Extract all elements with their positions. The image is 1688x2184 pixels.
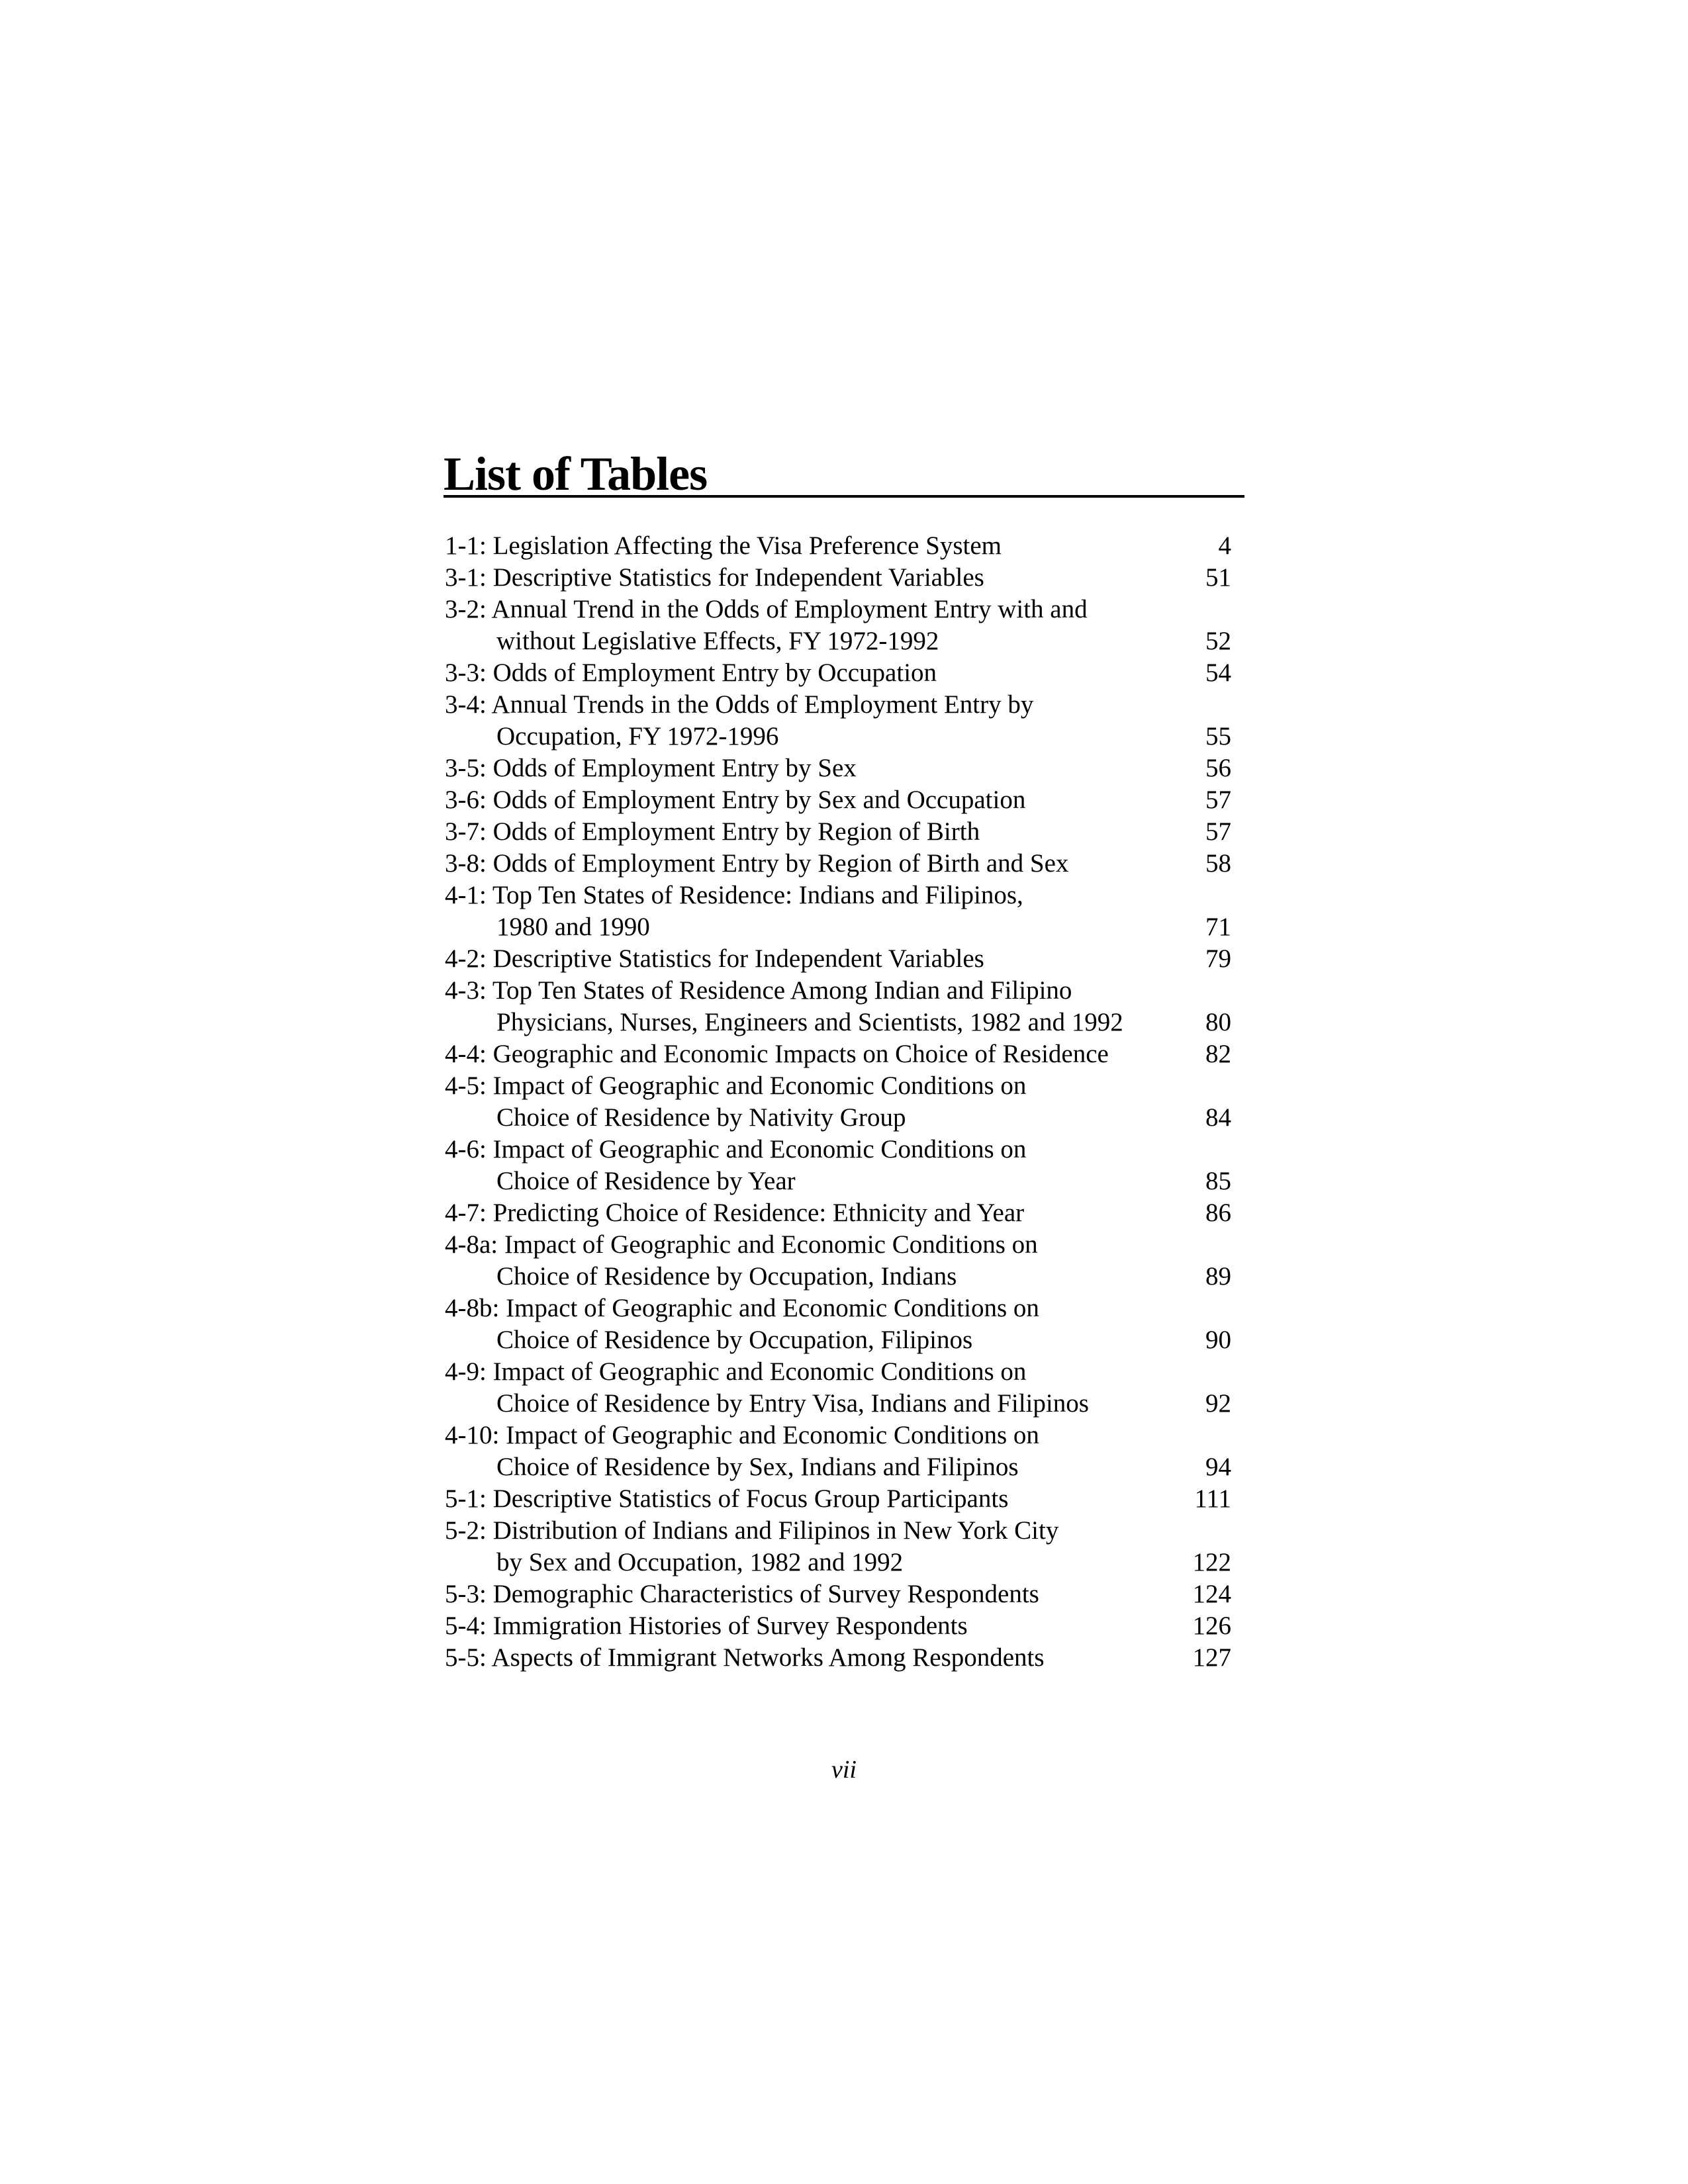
table-entry[interactable] — [445, 1483, 1239, 1515]
table-entry[interactable] — [445, 1197, 1239, 1229]
table-entry-title-line: 5-3: Demographic Characteristics of Survey Respondents — [445, 1580, 1039, 1608]
table-entry-title — [445, 1197, 1139, 1229]
table-entry-title-continuation: by Sex and Occupation, 1982 and 1992 — [496, 1548, 904, 1576]
table-entry-title — [445, 657, 1139, 689]
table-entry-title-line: 5-2: Distribution of Indians and Filipinos in New York City — [445, 1516, 1059, 1545]
table-entry-title — [445, 1293, 1139, 1356]
table-entry-title-line: 3-7: Odds of Employment Entry by Region of Birth — [445, 817, 980, 846]
table-entry[interactable] — [445, 752, 1239, 784]
table-entry-page-number: 51 — [1205, 563, 1231, 592]
table-entry-title-line: 4-5: Impact of Geographic and Economic Conditions on — [445, 1071, 1027, 1100]
table-entry[interactable] — [445, 943, 1239, 975]
table-entry-page-number: 94 — [1205, 1453, 1231, 1481]
table-entry-title-line: 4-4: Geographic and Economic Impacts on Choice of Residence — [445, 1040, 1109, 1068]
table-entry-title-line: 3-2: Annual Trend in the Odds of Employment Entry with and — [445, 595, 1088, 623]
table-entry-title-line: 3-1: Descriptive Statistics for Independent Variables — [445, 563, 984, 592]
table-entry[interactable] — [445, 975, 1239, 1038]
table-entry-title-line: 1-1: Legislation Affecting the Visa Preference System — [445, 531, 1002, 560]
page-number: vii — [831, 1756, 857, 1784]
table-entry[interactable] — [445, 816, 1239, 848]
table-entry-title — [445, 1642, 1139, 1674]
table-entry-page-number: 71 — [1205, 913, 1231, 941]
table-entry[interactable] — [445, 562, 1239, 594]
table-entry-page-number: 54 — [1205, 659, 1231, 687]
table-entry[interactable] — [445, 1578, 1239, 1610]
table-entry[interactable] — [445, 1356, 1239, 1420]
table-entry-title-continuation: Choice of Residence by Entry Visa, Indians and Filipinos — [496, 1389, 1089, 1418]
table-list — [445, 530, 1239, 1674]
table-entry[interactable] — [445, 880, 1239, 943]
table-entry-page-number: 127 — [1192, 1643, 1231, 1672]
table-entry-title — [445, 1515, 1139, 1578]
table-entry[interactable] — [445, 530, 1239, 562]
table-entry[interactable] — [445, 1134, 1239, 1197]
table-entry-title-line: 4-8a: Impact of Geographic and Economic Conditions on — [445, 1230, 1038, 1259]
table-entry-title-line: 4-7: Predicting Choice of Residence: Ethnicity and Year — [445, 1199, 1025, 1227]
table-entry-page-number: 4 — [1218, 531, 1231, 560]
table-entry-page-number: 80 — [1205, 1008, 1231, 1036]
table-entry[interactable] — [445, 594, 1239, 657]
table-entry-title — [445, 752, 1139, 784]
table-entry-title — [445, 880, 1139, 943]
table-entry-title-line: 5-1: Descriptive Statistics of Focus Group Participants — [445, 1484, 1009, 1513]
table-entry[interactable] — [445, 689, 1239, 752]
table-entry-page-number: 89 — [1205, 1262, 1231, 1291]
table-entry-page-number: 52 — [1205, 627, 1231, 655]
table-entry-page-number: 90 — [1205, 1326, 1231, 1354]
table-entry-page-number: 84 — [1205, 1103, 1231, 1132]
table-entry-title — [445, 530, 1139, 562]
table-entry-title — [445, 689, 1139, 752]
table-entry-title-line: 5-5: Aspects of Immigrant Networks Among Respondents — [445, 1643, 1045, 1672]
table-entry[interactable] — [445, 657, 1239, 689]
table-entry-title — [445, 1229, 1139, 1293]
table-entry-title-continuation: Choice of Residence by Nativity Group — [496, 1103, 906, 1132]
table-entry-title-continuation: 1980 and 1990 — [496, 913, 650, 941]
table-entry-title-continuation: Occupation, FY 1972-1996 — [496, 722, 779, 751]
table-entry-title — [445, 848, 1139, 880]
table-entry-title-line: 4-10: Impact of Geographic and Economic Conditions on — [445, 1421, 1039, 1449]
table-entry-title — [445, 943, 1139, 975]
table-entry-title — [445, 1578, 1139, 1610]
table-entry[interactable] — [445, 1642, 1239, 1674]
table-entry-title-line: 3-3: Odds of Employment Entry by Occupation — [445, 659, 937, 687]
table-entry-title — [445, 784, 1139, 816]
table-entry-title — [445, 594, 1139, 657]
table-entry[interactable] — [445, 1229, 1239, 1293]
table-entry-page-number: 56 — [1205, 754, 1231, 782]
table-entry-title-line: 5-4: Immigration Histories of Survey Respondents — [445, 1612, 968, 1640]
table-entry[interactable] — [445, 1038, 1239, 1070]
table-entry-title-line: 4-8b: Impact of Geographic and Economic Conditions on — [445, 1294, 1039, 1322]
table-entry[interactable] — [445, 848, 1239, 880]
table-entry[interactable] — [445, 1610, 1239, 1642]
table-entry-title-continuation: without Legislative Effects, FY 1972-1992 — [496, 627, 939, 655]
table-entry-page-number: 57 — [1205, 786, 1231, 814]
table-entry-title-continuation: Choice of Residence by Occupation, Indians — [496, 1262, 957, 1291]
page-title: List of Tables — [444, 447, 708, 500]
table-entry-title-continuation: Choice of Residence by Sex, Indians and Filipinos — [496, 1453, 1019, 1481]
table-entry[interactable] — [445, 1420, 1239, 1483]
table-entry-title-continuation: Physicians, Nurses, Engineers and Scientists, 1982 and 1992 — [496, 1008, 1123, 1036]
table-entry-title — [445, 975, 1139, 1038]
table-entry[interactable] — [445, 1515, 1239, 1578]
table-entry-title-line: 3-5: Odds of Employment Entry by Sex — [445, 754, 857, 782]
table-entry-page-number: 124 — [1192, 1580, 1231, 1608]
table-entry-title — [445, 562, 1139, 594]
table-entry[interactable] — [445, 1070, 1239, 1134]
table-entry-title — [445, 1356, 1139, 1420]
table-entry-page-number: 85 — [1205, 1167, 1231, 1195]
table-entry-page-number: 86 — [1205, 1199, 1231, 1227]
table-entry-title-line: 4-1: Top Ten States of Residence: Indians and Filipinos, — [445, 881, 1023, 909]
table-entry-page-number: 79 — [1205, 944, 1231, 973]
table-entry-title — [445, 816, 1139, 848]
table-entry-page-number: 92 — [1205, 1389, 1231, 1418]
table-entry-title-line: 3-4: Annual Trends in the Odds of Employment Entry by — [445, 690, 1034, 719]
table-entry-page-number: 55 — [1205, 722, 1231, 751]
table-entry-title-continuation: Choice of Residence by Year — [496, 1167, 796, 1195]
table-entry-page-number: 111 — [1194, 1484, 1231, 1513]
table-entry-title — [445, 1038, 1139, 1070]
table-entry-title-line: 4-3: Top Ten States of Residence Among Indian and Filipino — [445, 976, 1072, 1005]
table-entry-page-number: 126 — [1192, 1612, 1231, 1640]
table-entry-page-number: 82 — [1205, 1040, 1231, 1068]
table-entry-title-line: 3-8: Odds of Employment Entry by Region of Birth and Sex — [445, 849, 1069, 878]
table-entry-title — [445, 1134, 1139, 1197]
table-entry-page-number: 57 — [1205, 817, 1231, 846]
table-entry-title-continuation: Choice of Residence by Occupation, Filipinos — [496, 1326, 973, 1354]
table-entry-title-line: 4-6: Impact of Geographic and Economic Conditions on — [445, 1135, 1027, 1163]
table-entry-title — [445, 1070, 1139, 1134]
table-entry-title-line: 4-2: Descriptive Statistics for Independent Variables — [445, 944, 984, 973]
table-entry-title — [445, 1420, 1139, 1483]
table-entry[interactable] — [445, 1293, 1239, 1356]
table-entry-title — [445, 1483, 1139, 1515]
table-entry-title-line: 3-6: Odds of Employment Entry by Sex and Occupation — [445, 786, 1026, 814]
title-rule — [444, 495, 1244, 498]
table-entry-page-number: 122 — [1192, 1548, 1231, 1576]
table-entry-title — [445, 1610, 1139, 1642]
table-entry[interactable] — [445, 784, 1239, 816]
table-entry-title-line: 4-9: Impact of Geographic and Economic Conditions on — [445, 1357, 1027, 1386]
table-entry-page-number: 58 — [1205, 849, 1231, 878]
